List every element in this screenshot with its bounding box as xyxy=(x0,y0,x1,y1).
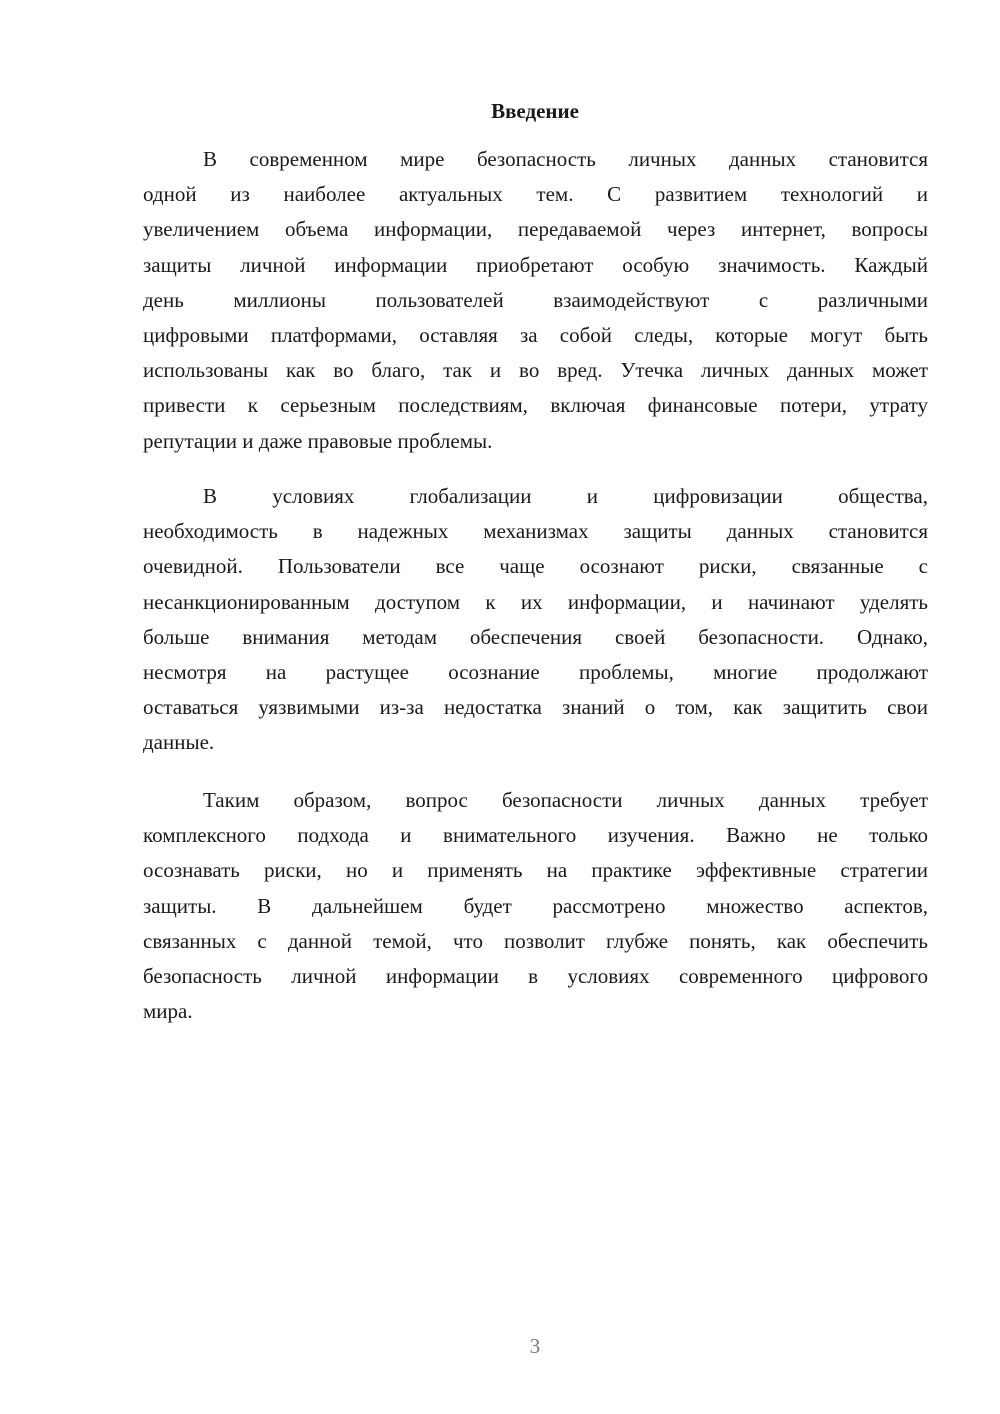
text-line: несмотря на растущее осознание проблемы, многие продолжают xyxy=(143,659,928,684)
text-line: связанных с данной темой, что позволит глубже понять, как обеспечить xyxy=(143,928,928,953)
text-line: осознавать риски, но и применять на практике эффективные стратегии xyxy=(143,858,928,883)
text-line: оставаться уязвимыми из-за недостатка знаний о том, как защитить свои xyxy=(143,695,928,720)
text-line: защиты. В дальнейшем будет рассмотрено множество аспектов, xyxy=(143,893,928,918)
text-line: защиты личной информации приобретают особую значимость. Каждый xyxy=(143,252,928,277)
text-line: мира. xyxy=(143,999,193,1024)
text-line: В условиях глобализации и цифровизации общества, xyxy=(203,484,928,508)
text-line: несанкционированным доступом к их информации, и начинают уделять xyxy=(143,589,928,614)
text-line: безопасность личной информации в условиях современного цифрового xyxy=(143,963,928,988)
paragraph xyxy=(143,142,928,459)
page-number: 3 xyxy=(529,1334,541,1358)
text-line: цифровыми платформами, оставляя за собой следы, которые могут быть xyxy=(143,322,928,347)
section-title: Введение xyxy=(491,99,579,123)
text-line: день миллионы пользователей взаимодействуют с различными xyxy=(143,287,928,312)
text-line: репутации и даже правовые проблемы. xyxy=(143,428,493,453)
text-line: необходимость в надежных механизмах защиты данных становится xyxy=(143,519,928,544)
text-line: использованы как во благо, так и во вред. Утечка личных данных может xyxy=(143,358,928,383)
text-line: Таким образом, вопрос безопасности личных данных требует xyxy=(203,788,928,812)
paragraph xyxy=(143,479,928,761)
paragraph xyxy=(143,783,928,1029)
text-line: одной из наиболее актуальных тем. С развитием технологий и xyxy=(143,182,928,207)
text-line: больше внимания методам обеспечения своей безопасности. Однако, xyxy=(143,624,928,649)
text-line: привести к серьезным последствиям, включая финансовые потери, утрату xyxy=(143,393,928,418)
text-line: очевидной. Пользователи все чаще осознают риски, связанные с xyxy=(143,554,928,579)
text-line: В современном мире безопасность личных данных становится xyxy=(203,147,928,171)
text-line: данные. xyxy=(143,730,215,755)
text-line: комплексного подхода и внимательного изучения. Важно не только xyxy=(143,823,928,848)
text-line: увеличением объема информации, передаваемой через интернет, вопросы xyxy=(143,217,928,242)
